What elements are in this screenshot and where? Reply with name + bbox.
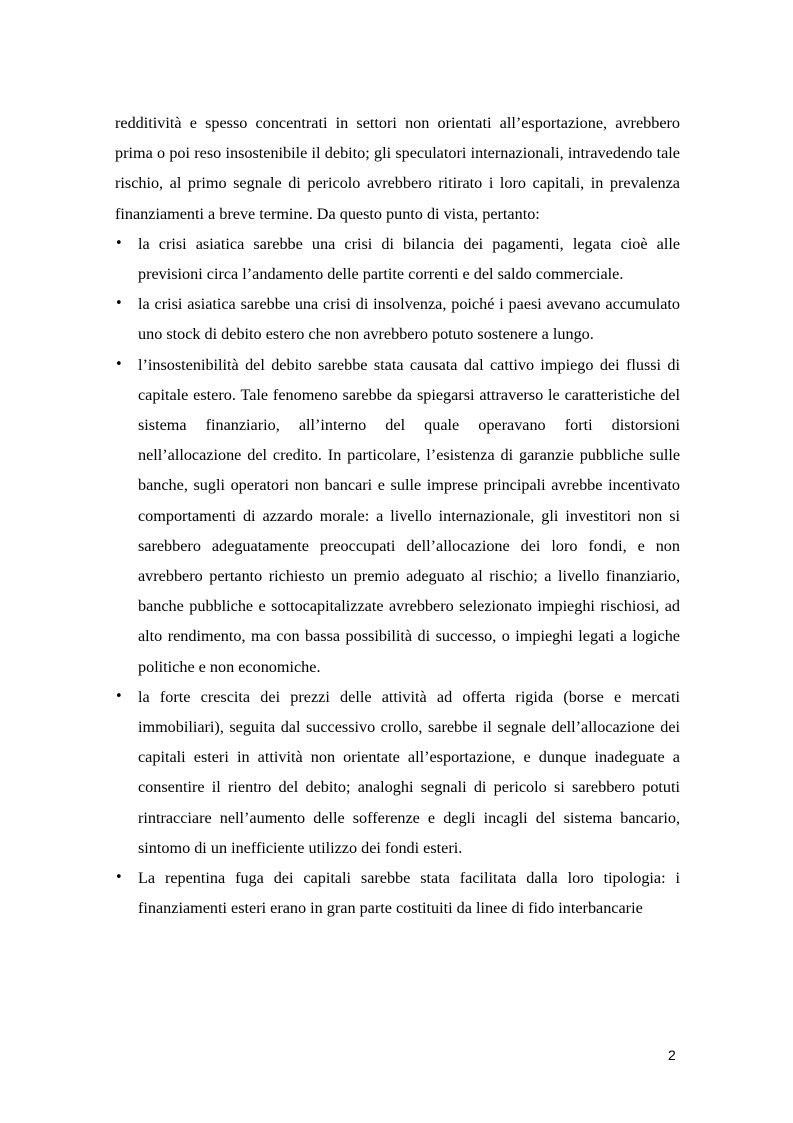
list-item bbox=[115, 229, 680, 289]
page-number: 2 bbox=[668, 1047, 676, 1063]
bullet-icon: • bbox=[115, 356, 123, 372]
intro-paragraph: redditività e spesso concentrati in settori non orientati all’esportazione, avrebbero prima o poi reso insostenibile il debito; gli speculatori internazionali, intravedendo tale rischio, al primo segnale di pericolo avrebbero ritirato i loro capitali, in prevalenza finanziamenti a breve termine. Da questo punto di vista, pertanto: bbox=[115, 114, 680, 223]
list-item bbox=[115, 350, 680, 682]
bullet-text: la crisi asiatica sarebbe una crisi di insolvenza, poiché i paesi avevano accumulato uno stock di debito estero che non avrebbero potuto sostenere a lungo. bbox=[138, 295, 680, 344]
list-item bbox=[115, 289, 680, 349]
bullet-list bbox=[115, 229, 680, 924]
list-item bbox=[115, 863, 680, 923]
body-text bbox=[115, 108, 680, 923]
bullet-icon: • bbox=[115, 235, 123, 251]
list-item bbox=[115, 682, 680, 863]
bullet-text: La repentina fuga dei capitali sarebbe stata facilitata dalla loro tipologia: i finanziamenti esteri erano in gran parte costituiti da linee di fido interbancarie bbox=[138, 869, 680, 918]
bullet-text: la forte crescita dei prezzi delle attività ad offerta rigida (borse e mercati immobiliari), seguita dal successivo crollo, sarebbe il segnale dell’allocazione dei capitali esteri in attività non orientate all’esportazione, e dunque inadeguate a consentire il rientro del debito; analoghi segnali di pericolo si sarebbero potuti rintracciare nell’aumento delle sofferenze e degli incagli del sistema bancario, sintomo di un inefficiente utilizzo dei fondi esteri. bbox=[138, 687, 680, 857]
bullet-text: l’insostenibilità del debito sarebbe stata causata dal cattivo impiego dei flussi di capitale estero. Tale fenomeno sarebbe da spiegarsi attraverso le caratteristiche del sistema finanziario, all’interno del quale operavano forti distorsioni nell’allocazione del credito. In particolare, l’esistenza di garanzie pubbliche sulle banche, sugli operatori non bancari e sulle imprese principali avrebbe incentivato comportamenti di azzardo morale: a livello internazionale, gli investitori non si sarebbero adeguatamente preoccupati dell’allocazione dei loro fondi, e non avrebbero pertanto richiesto un premio adeguato al rischio; a livello finanziario, banche pubbliche e sottocapitalizzate avrebbero selezionato impieghi rischiosi, ad alto rendimento, ma con bassa possibilità di successo, o impieghi legati a logiche politiche e non economiche. bbox=[138, 355, 680, 676]
bullet-icon: • bbox=[115, 688, 123, 704]
bullet-icon: • bbox=[115, 870, 123, 886]
bullet-text: la crisi asiatica sarebbe una crisi di bilancia dei pagamenti, legata cioè alle previsioni circa l’andamento delle partite correnti e del saldo commerciale. bbox=[138, 234, 680, 284]
bullet-icon: • bbox=[115, 296, 123, 312]
